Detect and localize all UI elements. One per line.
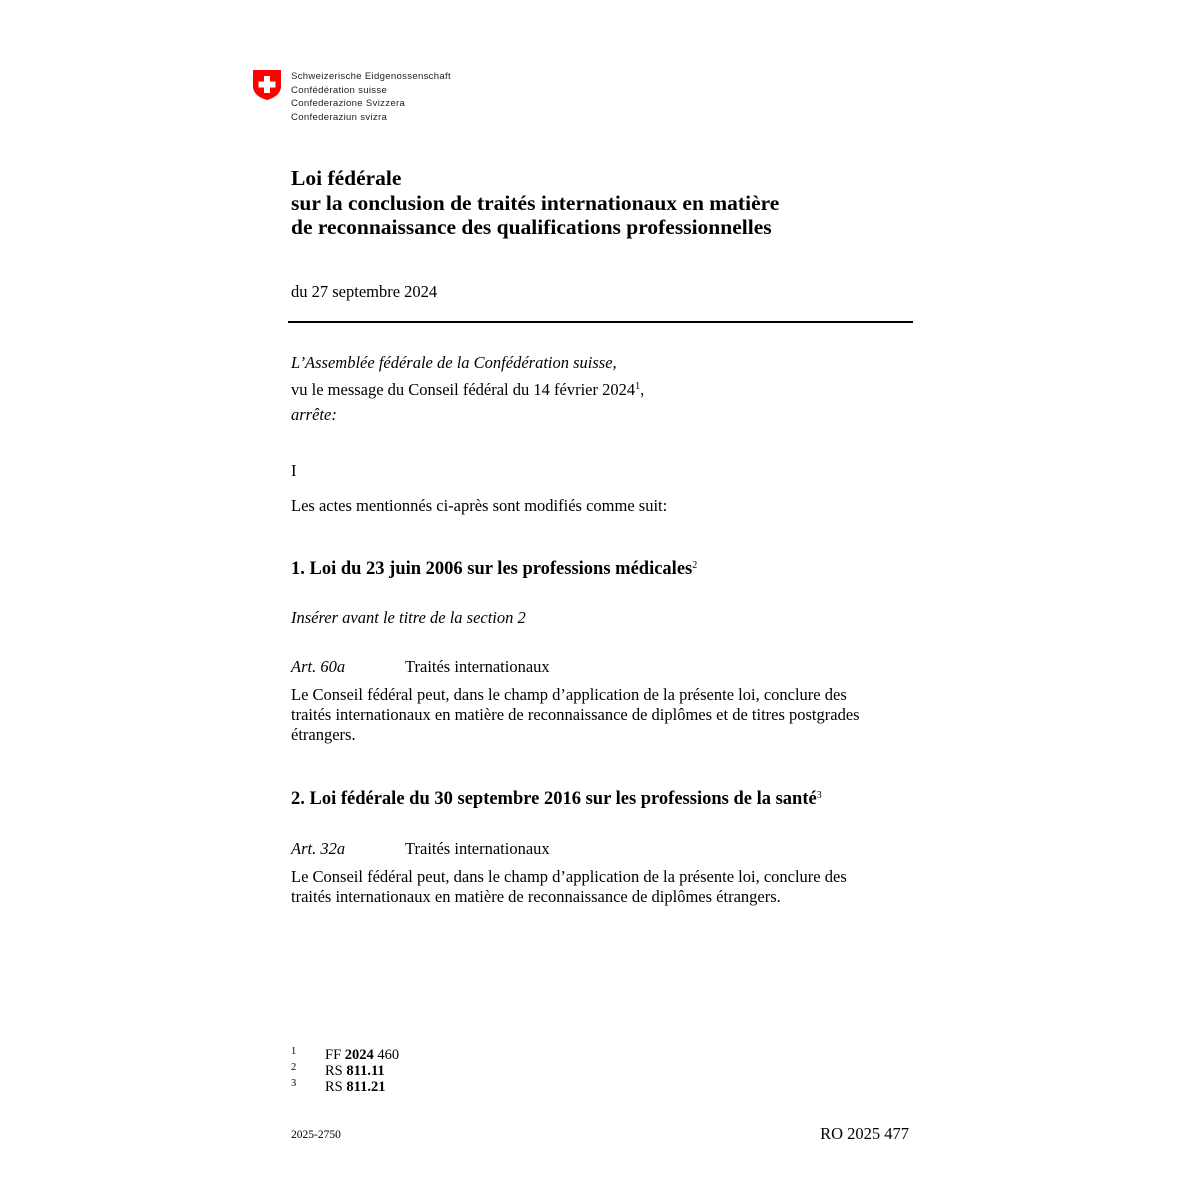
footnote-ref-1[interactable]: 1 — [635, 381, 641, 392]
footnote-bold: 2024 — [344, 1047, 374, 1063]
footnote-bold: 811.11 — [346, 1063, 385, 1079]
section-2-heading — [291, 789, 822, 810]
header-divider — [288, 321, 913, 323]
confederation-name-rm: Confederaziun svizra — [291, 111, 388, 123]
article-60a-title: Traités internationaux — [405, 657, 550, 676]
confederation-name-de: Schweizerische Eidgenossenschaft — [291, 71, 451, 82]
confederation-name-it: Confederazione Svizzera — [291, 98, 406, 110]
document-number: 2025-2750 — [291, 1129, 341, 1141]
confederation-name-fr: Confédération suisse — [291, 84, 388, 96]
article-32a-text — [291, 867, 911, 907]
law-title-line-3: de reconnaissance des qualifications professionnelles — [291, 215, 772, 239]
footnote-3 — [291, 1079, 399, 1095]
footnote-text — [325, 1079, 385, 1095]
footnote-prefix: FF — [325, 1047, 345, 1063]
section-1-heading — [291, 559, 697, 580]
preamble-decree: arrête: — [291, 405, 337, 424]
article-60a-text — [291, 685, 911, 745]
law-title-line-2: sur la conclusion de traités internationaux en matière — [291, 190, 780, 215]
footnotes — [291, 1047, 399, 1095]
section-1-instruction: Insérer avant le titre de la section 2 — [291, 608, 526, 627]
footnote-number: 3 — [291, 1078, 297, 1089]
preamble-message — [291, 380, 644, 400]
preamble-message-end: , — [640, 380, 645, 399]
article-32a-line: traités internationaux en matière de reconnaissance de diplômes étrangers. — [291, 887, 781, 906]
footnote-suffix: 460 — [373, 1047, 400, 1063]
article-32a-number: Art. 32a — [291, 839, 346, 858]
confederation-names — [291, 70, 451, 124]
article-32a-title: Traités internationaux — [405, 839, 550, 858]
article-60a-number: Art. 60a — [291, 657, 346, 676]
law-date: du 27 septembre 2024 — [291, 282, 438, 301]
footnote-prefix: RS — [325, 1063, 347, 1079]
footnote-ref-2[interactable]: 2 — [692, 560, 698, 571]
part-intro: Les actes mentionnés ci-après sont modifiés comme suit: — [291, 496, 668, 515]
section-1-heading-text: 1. Loi du 23 juin 2006 sur les professions médicales — [291, 559, 693, 579]
article-60a-line: étrangers. — [291, 725, 356, 744]
ro-reference: RO 2025 477 — [820, 1124, 909, 1143]
preamble-assembly: L’Assemblée fédérale de la Confédération suisse, — [291, 353, 617, 372]
section-2-heading-text: 2. Loi fédérale du 30 septembre 2016 sur les professions de la santé — [291, 789, 817, 809]
law-title-line-1: Loi fédérale — [291, 166, 402, 190]
footnote-number: 2 — [291, 1062, 297, 1073]
preamble-message-text: vu le message du Conseil fédéral du 14 février 2024 — [291, 380, 636, 399]
footnote-number: 1 — [291, 1046, 297, 1057]
footnote-text — [325, 1047, 399, 1063]
footnote-prefix: RS — [325, 1079, 347, 1095]
article-60a-line: traités internationaux en matière de reconnaissance de diplômes et de titres postgrades — [291, 705, 860, 724]
footnote-ref-3[interactable]: 3 — [816, 790, 822, 801]
footnote-bold: 811.21 — [346, 1079, 386, 1095]
part-numeral: I — [291, 461, 297, 480]
law-title — [291, 166, 779, 240]
article-32a-line: Le Conseil fédéral peut, dans le champ d’application de la présente loi, conclure des — [291, 867, 847, 886]
swiss-cross-icon — [252, 69, 282, 101]
article-60a-line: Le Conseil fédéral peut, dans le champ d’application de la présente loi, conclure des — [291, 685, 847, 704]
footnote-text — [325, 1063, 385, 1079]
